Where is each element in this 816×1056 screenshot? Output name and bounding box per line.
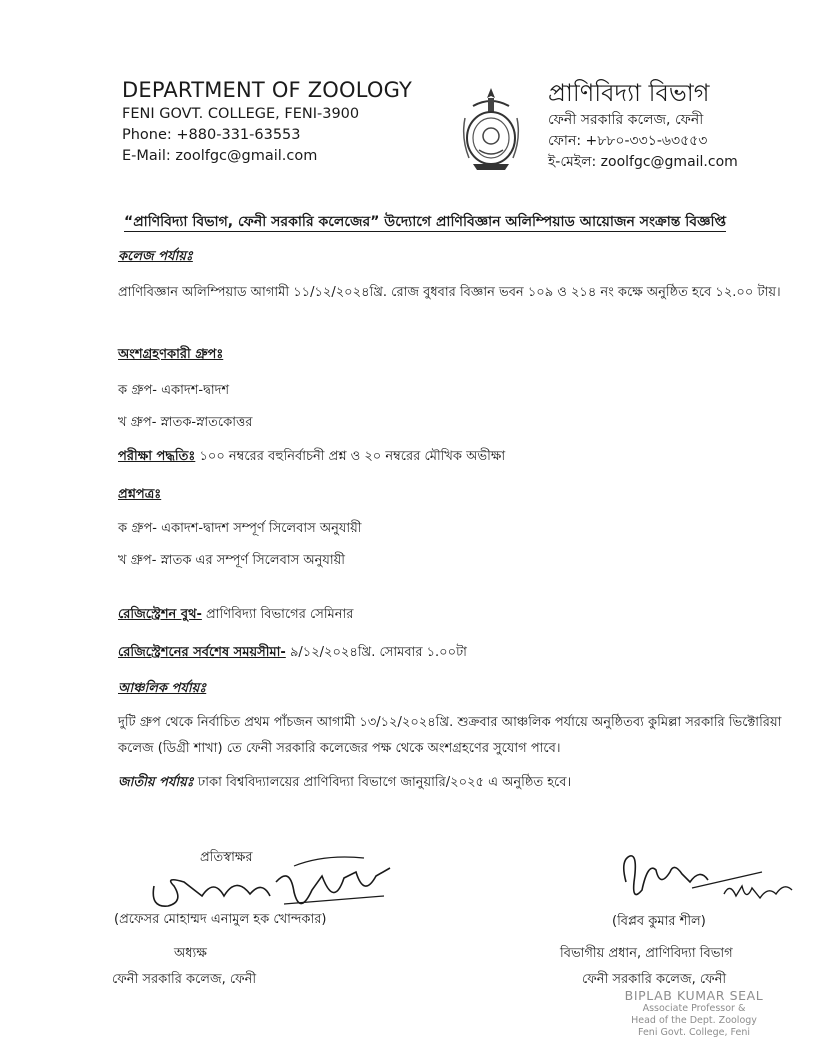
college-level-heading: কলেজ পর্যায়ঃ: [118, 249, 193, 264]
stamp-line-1: Associate Professor &: [642, 1003, 746, 1014]
header-english: [122, 76, 442, 167]
department-head-title: বিভাগীয় প্রধান, প্রাণিবিদ্যা বিভাগ: [560, 946, 733, 961]
phone-bn: ফোন: +৮৮০-৩৩১-৬৩৫৫৩: [548, 133, 708, 149]
registration-deadline: [118, 640, 798, 666]
college-address-en: FENI GOVT. COLLEGE, FENI-3900: [122, 106, 360, 122]
department-name-bn: প্রাণিবিদ্যা বিভাগ: [548, 79, 710, 107]
department-head-org: ফেনী সরকারি কলেজ, ফেনী: [582, 972, 727, 987]
exam-method-heading: পরীক্ষা পদ্ধতিঃ: [118, 449, 196, 464]
department-head-name: (বিপ্লব কুমার শীল): [612, 914, 706, 929]
department-name-en: DEPARTMENT OF ZOOLOGY: [122, 78, 413, 102]
participant-group-kha: খ গ্রুপ- স্নাতক-স্নাতকোত্তর: [118, 415, 253, 430]
countersign-label: প্রতিস্বাক্ষর: [200, 850, 253, 865]
exam-method-text: ১০০ নম্বরের বহুনির্বাচনী প্রশ্ন ও ২০ নম্বরের মৌখিক অভীক্ষা: [199, 449, 506, 464]
registration-booth-heading: রেজিস্ট্রেশন বুথ-: [118, 607, 202, 622]
registration-booth-text: প্রাণিবিদ্যা বিভাগের সেমিনার: [206, 607, 354, 622]
principal-org: ফেনী সরকারি কলেজ, ফেনী: [112, 972, 257, 987]
regional-level-heading: আঞ্চলিক পর্যায়ঃ: [118, 681, 207, 696]
official-stamp: [604, 988, 784, 1039]
phone-en: Phone: +880-331-63553: [122, 127, 301, 143]
notice-title: [124, 210, 804, 234]
regional-level-text: দুটি গ্রুপ থেকে নির্বাচিত প্রথম পাঁচজন আগামী ১৩/১২/২০২৪খ্রি. শুক্রবার আঞ্চলিক পর্যায়ে অনুষ্ঠিতব্য কুমিল্লা সরকারি ভিক্টোরিয়া কলেজ (ডিগ্রী শাখা) তে ফেনী সরকারি কলেজের পক্ষ থেকে অংশগ্রহণের সুযোগ পাবে।: [118, 715, 782, 756]
email-en: E-Mail: zoolfgc@gmail.com: [122, 148, 318, 164]
header-bengali: [548, 76, 808, 173]
question-paper-item-kha: খ গ্রুপ- স্নাতক এর সম্পূর্ণ সিলেবাস অনুযায়ী: [118, 553, 345, 568]
participant-group-ka: ক গ্রুপ- একাদশ-দ্বাদশ: [118, 383, 230, 398]
notice-title-text: “প্রাণিবিদ্যা বিভাগ, ফেনী সরকারি কলেজের” উদ্যোগে প্রাণিবিজ্ঞান অলিম্পিয়াড আয়োজন সংক্রান্ত বিজ্ঞপ্তি: [124, 214, 727, 230]
national-level: [118, 770, 798, 796]
email-bn: ই-মেইল: zoolfgc@gmail.com: [548, 154, 738, 170]
college-level-text: প্রাণিবিজ্ঞান অলিম্পিয়াড আগামী ১১/১২/২০২৪খ্রি. রোজ বুধবার বিজ্ঞান ভবন ১০৯ ও ২১৪ নং কক্ষে অনুষ্ঠিত হবে ১২.০০ টায়।: [118, 285, 781, 300]
college-address-bn: ফেনী সরকারি কলেজ, ফেনী: [548, 112, 704, 128]
college-emblem-icon: [459, 84, 523, 172]
department-head-signature-icon: [612, 842, 802, 920]
question-paper-item-ka: ক গ্রুপ- একাদশ-দ্বাদশ সম্পূর্ণ সিলেবাস অনুযায়ী: [118, 521, 362, 536]
principal-title: অধ্যক্ষ: [174, 946, 207, 961]
question-paper-heading: প্রশ্নপত্রঃ: [118, 487, 162, 502]
stamp-line-3: Feni Govt. College, Feni: [638, 1027, 750, 1038]
stamp-name: BIPLAB KUMAR SEAL: [624, 988, 764, 1003]
exam-method: [118, 444, 798, 470]
national-level-heading: জাতীয় পর্যায়ঃ: [118, 775, 194, 790]
registration-deadline-text: ৯/১২/২০২৪খ্রি. সোমবার ১.০০টা: [289, 645, 467, 660]
stamp-line-2: Head of the Dept. Zoology: [631, 1015, 757, 1026]
participants-heading: অংশগ্রহণকারী গ্রুপঃ: [118, 347, 224, 362]
registration-booth: [118, 602, 798, 628]
registration-deadline-heading: রেজিস্ট্রেশনের সর্বশেষ সময়সীমা-: [118, 645, 286, 660]
national-level-text: ঢাকা বিশ্ববিদ্যালয়ের প্রাণিবিদ্যা বিভাগে জানুয়ারি/২০২৫ এ অনুষ্ঠিত হবে।: [197, 775, 572, 790]
principal-name: (প্রফেসর মোহাম্মদ এনামুল হক খোন্দকার): [114, 912, 327, 927]
